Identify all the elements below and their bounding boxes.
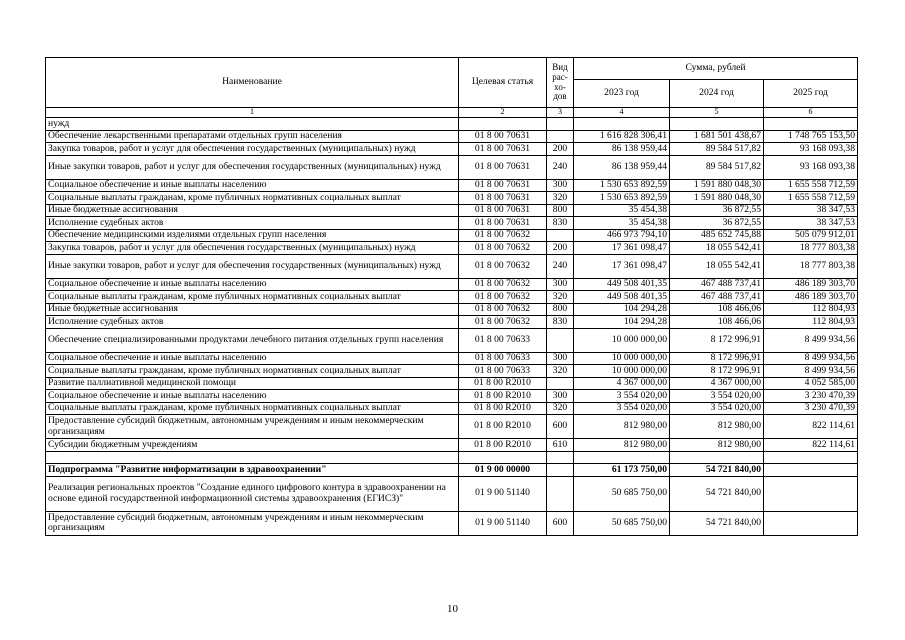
table-row	[46, 316, 858, 329]
row-sum-2023: 466 973 794,10	[574, 229, 670, 242]
row-name: Подпрограмма "Развитие информатизации в здравоохранении"	[46, 464, 459, 477]
row-sum-2025	[764, 476, 858, 511]
row-sum-2023: 104 294,28	[574, 303, 670, 316]
row-target-code: 01 8 00 70631	[459, 155, 547, 179]
row-name: Закупка товаров, работ и услуг для обеспечения государственных (муниципальных) нужд	[46, 242, 459, 255]
continuation-cell: нужд	[46, 118, 459, 131]
row-target-code: 01 8 00 70633	[459, 352, 547, 365]
row-target-code: 01 9 00 51140	[459, 476, 547, 511]
row-sum-2025: 8 499 934,56	[764, 352, 858, 365]
row-sum-2025: 3 230 470,39	[764, 390, 858, 403]
row-sum-2023: 10 000 000,00	[574, 352, 670, 365]
row-name: Социальное обеспечение и иные выплаты населению	[46, 390, 459, 403]
row-name: Иные закупки товаров, работ и услуг для обеспечения государственных (муниципальных) нужд	[46, 254, 459, 278]
row-sum-2025: 112 804,93	[764, 316, 858, 329]
row-sum-2025: 505 079 912,01	[764, 229, 858, 242]
row-sum-2024: 54 721 840,00	[670, 511, 764, 535]
row-sum-2023: 4 367 000,00	[574, 377, 670, 390]
row-sum-2023: 449 508 401,35	[574, 291, 670, 304]
row-name: Субсидии бюджетным учреждениям	[46, 439, 459, 452]
row-sum-2023: 17 361 098,47	[574, 254, 670, 278]
row-name: Социальные выплаты гражданам, кроме публичных нормативных социальных выплат	[46, 192, 459, 205]
row-expense-kind: 240	[547, 254, 574, 278]
row-target-code: 01 8 00 70633	[459, 328, 547, 352]
row-name: Иные бюджетные ассигнования	[46, 204, 459, 217]
row-name: Исполнение судебных актов	[46, 217, 459, 230]
row-target-code: 01 8 00 R2010	[459, 415, 547, 439]
header-year-2023: 2023 год	[574, 80, 670, 108]
row-sum-2024: 3 554 020,00	[670, 402, 764, 415]
row-sum-2024: 18 055 542,41	[670, 242, 764, 255]
row-sum-2023: 1 616 828 306,41	[574, 130, 670, 143]
row-sum-2025	[764, 464, 858, 477]
row-sum-2025: 822 114,61	[764, 439, 858, 452]
row-expense-kind: 610	[547, 439, 574, 452]
row-expense-kind	[547, 464, 574, 477]
column-number: 5	[670, 108, 764, 118]
row-sum-2024: 1 681 501 438,67	[670, 130, 764, 143]
header-target: Целевая статья	[459, 58, 547, 108]
row-expense-kind: 320	[547, 365, 574, 378]
header-sum: Сумма, рублей	[574, 58, 858, 80]
row-name: Социальное обеспечение и иные выплаты населению	[46, 278, 459, 291]
row-target-code: 01 8 00 70631	[459, 130, 547, 143]
row-expense-kind: 300	[547, 352, 574, 365]
row-name: Предоставление субсидий бюджетным, автономным учреждениям и иным некоммерческим организациям	[46, 511, 459, 535]
row-sum-2025: 1 655 558 712,59	[764, 192, 858, 205]
row-sum-2023: 812 980,00	[574, 415, 670, 439]
row-expense-kind: 320	[547, 192, 574, 205]
row-sum-2024: 8 172 996,91	[670, 328, 764, 352]
row-sum-2025: 486 189 303,70	[764, 278, 858, 291]
row-sum-2024: 812 980,00	[670, 439, 764, 452]
row-target-code: 01 8 00 70632	[459, 291, 547, 304]
row-target-code: 01 8 00 70631	[459, 143, 547, 156]
row-name: Иные бюджетные ассигнования	[46, 303, 459, 316]
row-target-code: 01 8 00 70631	[459, 204, 547, 217]
table-row	[46, 155, 858, 179]
row-sum-2025: 1 748 765 153,50	[764, 130, 858, 143]
row-sum-2023: 812 980,00	[574, 439, 670, 452]
row-target-code: 01 8 00 70631	[459, 217, 547, 230]
column-number: 1	[46, 108, 459, 118]
row-expense-kind: 200	[547, 242, 574, 255]
table-row	[46, 365, 858, 378]
row-sum-2025: 3 230 470,39	[764, 402, 858, 415]
row-target-code: 01 8 00 R2010	[459, 439, 547, 452]
row-name: Социальное обеспечение и иные выплаты населению	[46, 352, 459, 365]
row-name: Социальное обеспечение и иные выплаты населению	[46, 179, 459, 192]
row-sum-2023: 3 554 020,00	[574, 402, 670, 415]
row-target-code: 01 8 00 70632	[459, 278, 547, 291]
row-sum-2025: 38 347,53	[764, 217, 858, 230]
row-sum-2024: 3 554 020,00	[670, 390, 764, 403]
table-row	[46, 217, 858, 230]
row-name: Предоставление субсидий бюджетным, автономным учреждениям и иным некоммерческим организациям	[46, 415, 459, 439]
row-sum-2024: 812 980,00	[670, 415, 764, 439]
row-sum-2024: 467 488 737,41	[670, 291, 764, 304]
table-row	[46, 192, 858, 205]
header-name: Наименование	[46, 58, 459, 108]
row-sum-2025: 112 804,93	[764, 303, 858, 316]
row-target-code: 01 9 00 51140	[459, 511, 547, 535]
row-sum-2023: 50 685 750,00	[574, 476, 670, 511]
row-expense-kind: 800	[547, 303, 574, 316]
row-sum-2023: 35 454,38	[574, 204, 670, 217]
row-sum-2025: 4 052 585,00	[764, 377, 858, 390]
column-number: 6	[764, 108, 858, 118]
row-sum-2024: 8 172 996,91	[670, 365, 764, 378]
row-name: Иные закупки товаров, работ и услуг для обеспечения государственных (муниципальных) нужд	[46, 155, 459, 179]
row-target-code: 01 8 00 70632	[459, 303, 547, 316]
row-sum-2023: 61 173 750,00	[574, 464, 670, 477]
row-sum-2025: 8 499 934,56	[764, 328, 858, 352]
row-target-code: 01 8 00 70631	[459, 179, 547, 192]
row-sum-2025: 38 347,53	[764, 204, 858, 217]
row-sum-2025: 18 777 803,38	[764, 242, 858, 255]
table-row	[46, 464, 858, 477]
table-body	[46, 130, 858, 535]
row-name: Реализация региональных проектов "Создание единого цифрового контура в здравоохранении на основе единой государственной информационной системы здравоохранения (ЕГИСЗ)"	[46, 476, 459, 511]
row-sum-2023: 10 000 000,00	[574, 365, 670, 378]
header-kind: Вид рас-хо-дов	[547, 58, 574, 108]
row-name: Обеспечение лекарственными препаратами отдельных групп населения	[46, 130, 459, 143]
budget-table	[45, 57, 858, 536]
row-expense-kind: 800	[547, 204, 574, 217]
column-number: 2	[459, 108, 547, 118]
row-expense-kind: 830	[547, 217, 574, 230]
table-row	[46, 291, 858, 304]
row-sum-2024: 8 172 996,91	[670, 352, 764, 365]
row-sum-2023: 50 685 750,00	[574, 511, 670, 535]
header-year-2024: 2024 год	[670, 80, 764, 108]
row-sum-2025: 1 655 558 712,59	[764, 179, 858, 192]
column-number: 3	[547, 108, 574, 118]
row-sum-2025: 486 189 303,70	[764, 291, 858, 304]
row-target-code: 01 8 00 70633	[459, 365, 547, 378]
row-sum-2023: 1 530 653 892,59	[574, 179, 670, 192]
row-expense-kind: 300	[547, 278, 574, 291]
table-row	[46, 439, 858, 452]
row-sum-2023: 3 554 020,00	[574, 390, 670, 403]
row-sum-2025: 93 168 093,38	[764, 155, 858, 179]
row-name: Развитие паллиативной медицинской помощи	[46, 377, 459, 390]
header-year-2025: 2025 год	[764, 80, 858, 108]
row-sum-2024: 485 652 745,88	[670, 229, 764, 242]
row-sum-2025: 18 777 803,38	[764, 254, 858, 278]
row-target-code: 01 8 00 R2010	[459, 390, 547, 403]
row-expense-kind: 300	[547, 179, 574, 192]
blank-row	[46, 451, 858, 464]
row-sum-2023: 449 508 401,35	[574, 278, 670, 291]
row-name: Закупка товаров, работ и услуг для обеспечения государственных (муниципальных) нужд	[46, 143, 459, 156]
table-row	[46, 143, 858, 156]
row-target-code: 01 8 00 70632	[459, 229, 547, 242]
row-sum-2024: 1 591 880 048,30	[670, 192, 764, 205]
row-sum-2025: 822 114,61	[764, 415, 858, 439]
row-name: Исполнение судебных актов	[46, 316, 459, 329]
row-sum-2024: 1 591 880 048,30	[670, 179, 764, 192]
row-sum-2023: 1 530 653 892,59	[574, 192, 670, 205]
row-name: Социальные выплаты гражданам, кроме публичных нормативных социальных выплат	[46, 291, 459, 304]
row-sum-2023: 86 138 959,44	[574, 155, 670, 179]
row-sum-2024: 36 872,55	[670, 204, 764, 217]
row-name: Социальные выплаты гражданам, кроме публичных нормативных социальных выплат	[46, 365, 459, 378]
row-sum-2023: 17 361 098,47	[574, 242, 670, 255]
table-row	[46, 402, 858, 415]
table-row	[46, 415, 858, 439]
row-sum-2024: 4 367 000,00	[670, 377, 764, 390]
row-target-code: 01 8 00 70631	[459, 192, 547, 205]
row-expense-kind: 830	[547, 316, 574, 329]
page-number: 10	[447, 603, 458, 615]
row-expense-kind	[547, 328, 574, 352]
row-sum-2024: 89 584 517,82	[670, 155, 764, 179]
table-row	[46, 254, 858, 278]
row-sum-2024: 108 466,06	[670, 303, 764, 316]
table-row	[46, 179, 858, 192]
row-sum-2024: 89 584 517,82	[670, 143, 764, 156]
row-expense-kind: 240	[547, 155, 574, 179]
row-sum-2024: 36 872,55	[670, 217, 764, 230]
row-target-code: 01 8 00 R2010	[459, 402, 547, 415]
row-expense-kind	[547, 476, 574, 511]
row-expense-kind: 320	[547, 291, 574, 304]
row-name: Обеспечение специализированными продуктами лечебного питания отдельных групп населения	[46, 328, 459, 352]
row-sum-2024: 18 055 542,41	[670, 254, 764, 278]
row-expense-kind: 200	[547, 143, 574, 156]
row-name: Социальные выплаты гражданам, кроме публичных нормативных социальных выплат	[46, 402, 459, 415]
row-target-code: 01 8 00 R2010	[459, 377, 547, 390]
row-target-code: 01 8 00 70632	[459, 254, 547, 278]
row-expense-kind: 600	[547, 415, 574, 439]
row-target-code: 01 9 00 00000	[459, 464, 547, 477]
row-sum-2023: 10 000 000,00	[574, 328, 670, 352]
table-row	[46, 511, 858, 535]
row-name: Обеспечение медицинскими изделиями отдельных групп населения	[46, 229, 459, 242]
row-sum-2025	[764, 511, 858, 535]
row-sum-2025: 93 168 093,38	[764, 143, 858, 156]
row-sum-2023: 35 454,38	[574, 217, 670, 230]
table-row	[46, 390, 858, 403]
table-row	[46, 377, 858, 390]
table-row	[46, 303, 858, 316]
table-row	[46, 476, 858, 511]
row-expense-kind	[547, 229, 574, 242]
row-sum-2024: 108 466,06	[670, 316, 764, 329]
row-expense-kind: 600	[547, 511, 574, 535]
table-row	[46, 130, 858, 143]
row-target-code: 01 8 00 70632	[459, 316, 547, 329]
row-sum-2023: 104 294,28	[574, 316, 670, 329]
row-sum-2023: 86 138 959,44	[574, 143, 670, 156]
row-target-code: 01 8 00 70632	[459, 242, 547, 255]
column-number: 4	[574, 108, 670, 118]
row-sum-2024: 467 488 737,41	[670, 278, 764, 291]
row-expense-kind	[547, 377, 574, 390]
table-row	[46, 352, 858, 365]
row-expense-kind: 320	[547, 402, 574, 415]
row-sum-2024: 54 721 840,00	[670, 464, 764, 477]
row-expense-kind	[547, 130, 574, 143]
row-sum-2024: 54 721 840,00	[670, 476, 764, 511]
table-row	[46, 204, 858, 217]
table-row	[46, 229, 858, 242]
table-row	[46, 242, 858, 255]
table-row	[46, 278, 858, 291]
row-expense-kind: 300	[547, 390, 574, 403]
row-sum-2025: 8 499 934,56	[764, 365, 858, 378]
table-row	[46, 328, 858, 352]
